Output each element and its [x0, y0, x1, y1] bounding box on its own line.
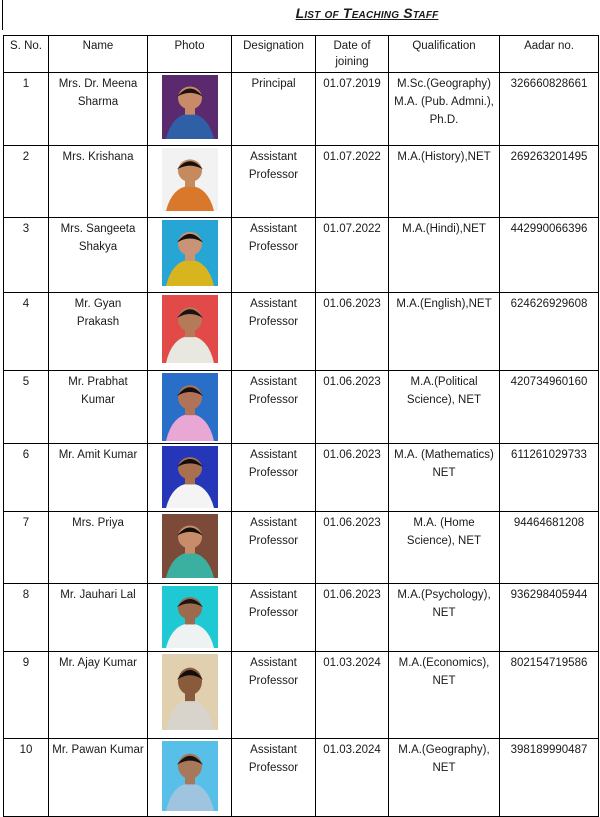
cell-sno: 5	[4, 371, 49, 444]
cell-aadhar: 326660828661	[500, 73, 599, 146]
cell-date-of-joining: 01.07.2019	[316, 73, 389, 146]
cell-name: Mrs. Sangeeta Shakya	[49, 218, 148, 293]
cell-qualification: M.A.(History),NET	[389, 146, 500, 218]
header-name: Name	[49, 36, 148, 73]
cell-date-of-joining: 01.06.2023	[316, 584, 389, 652]
cell-sno: 4	[4, 293, 49, 371]
table-body	[4, 73, 599, 817]
cell-name: Mr. Prabhat Kumar	[49, 371, 148, 444]
table-row	[4, 444, 599, 512]
cell-sno: 9	[4, 652, 49, 739]
header-photo: Photo	[148, 36, 232, 73]
staff-photo	[162, 586, 218, 648]
cell-qualification: M.A.(English),NET	[389, 293, 500, 371]
cell-photo	[148, 739, 232, 817]
header-qualification: Qualification	[389, 36, 500, 73]
staff-photo	[162, 446, 218, 508]
table-row	[4, 652, 599, 739]
cell-qualification: M.A.(Geography), NET	[389, 739, 500, 817]
cell-designation: Assistant Professor	[232, 512, 316, 584]
cell-qualification: M.A. (Home Science), NET	[389, 512, 500, 584]
cell-photo	[148, 512, 232, 584]
header-designation: Designation	[232, 36, 316, 73]
cell-date-of-joining: 01.07.2022	[316, 218, 389, 293]
staff-photo	[162, 654, 218, 730]
table-row	[4, 146, 599, 218]
page-title: List of Teaching Staff	[295, 5, 439, 21]
cell-qualification: M.Sc.(Geography) M.A. (Pub. Admni.), Ph.D.	[389, 73, 500, 146]
table-row	[4, 739, 599, 817]
header-date-of-joining: Date of joining	[316, 36, 389, 73]
cell-sno: 10	[4, 739, 49, 817]
cell-photo	[148, 371, 232, 444]
cell-aadhar: 398189990487	[500, 739, 599, 817]
cell-aadhar: 802154719586	[500, 652, 599, 739]
cell-sno: 3	[4, 218, 49, 293]
cell-name: Mr. Ajay Kumar	[49, 652, 148, 739]
staff-table	[3, 35, 599, 817]
cell-aadhar: 611261029733	[500, 444, 599, 512]
staff-photo	[162, 741, 218, 811]
staff-photo	[162, 514, 218, 578]
cell-photo	[148, 652, 232, 739]
cell-aadhar: 420734960160	[500, 371, 599, 444]
cell-designation: Assistant Professor	[232, 371, 316, 444]
cell-sno: 1	[4, 73, 49, 146]
cell-photo	[148, 146, 232, 218]
cell-designation: Assistant Professor	[232, 584, 316, 652]
cell-photo	[148, 444, 232, 512]
cell-sno: 2	[4, 146, 49, 218]
cell-date-of-joining: 01.06.2023	[316, 371, 389, 444]
cell-designation: Assistant Professor	[232, 218, 316, 293]
cell-sno: 6	[4, 444, 49, 512]
cell-date-of-joining: 01.03.2024	[316, 652, 389, 739]
cell-qualification: M.A.(Economics), NET	[389, 652, 500, 739]
cell-aadhar: 269263201495	[500, 146, 599, 218]
table-row	[4, 293, 599, 371]
cell-qualification: M.A.(Psychology), NET	[389, 584, 500, 652]
cell-aadhar: 624626929608	[500, 293, 599, 371]
cell-designation: Assistant Professor	[232, 739, 316, 817]
cell-designation: Assistant Professor	[232, 652, 316, 739]
cell-designation: Principal	[232, 73, 316, 146]
cell-qualification: M.A.(Hindi),NET	[389, 218, 500, 293]
staff-photo	[162, 75, 218, 139]
cell-photo	[148, 293, 232, 371]
cell-designation: Assistant Professor	[232, 146, 316, 218]
staff-photo	[162, 373, 218, 441]
staff-photo	[162, 148, 218, 211]
cell-name: Mrs. Krishana	[49, 146, 148, 218]
cell-name: Mrs. Dr. Meena Sharma	[49, 73, 148, 146]
table-header-row	[4, 36, 599, 73]
table-row	[4, 73, 599, 146]
cell-date-of-joining: 01.06.2023	[316, 293, 389, 371]
cell-aadhar: 442990066396	[500, 218, 599, 293]
cell-aadhar: 94464681208	[500, 512, 599, 584]
cell-qualification: M.A.(Political Science), NET	[389, 371, 500, 444]
cell-name: Mrs. Priya	[49, 512, 148, 584]
cell-designation: Assistant Professor	[232, 293, 316, 371]
header-sno: S. No.	[4, 36, 49, 73]
cell-date-of-joining: 01.07.2022	[316, 146, 389, 218]
cell-photo	[148, 73, 232, 146]
cell-name: Mr. Amit Kumar	[49, 444, 148, 512]
cell-name: Mr. Gyan Prakash	[49, 293, 148, 371]
cell-aadhar: 936298405944	[500, 584, 599, 652]
cell-date-of-joining: 01.06.2023	[316, 444, 389, 512]
cell-name: Mr. Pawan Kumar	[49, 739, 148, 817]
table-row	[4, 371, 599, 444]
cell-date-of-joining: 01.03.2024	[316, 739, 389, 817]
cell-sno: 7	[4, 512, 49, 584]
table-row	[4, 584, 599, 652]
cell-qualification: M.A. (Mathematics) NET	[389, 444, 500, 512]
cell-name: Mr. Jauhari Lal	[49, 584, 148, 652]
table-row	[4, 218, 599, 293]
cell-designation: Assistant Professor	[232, 444, 316, 512]
header-aadhar: Aadar no.	[500, 36, 599, 73]
table-row	[4, 512, 599, 584]
cell-sno: 8	[4, 584, 49, 652]
staff-photo	[162, 295, 218, 363]
cell-date-of-joining: 01.06.2023	[316, 512, 389, 584]
staff-photo	[162, 220, 218, 286]
cell-photo	[148, 584, 232, 652]
cell-photo	[148, 218, 232, 293]
